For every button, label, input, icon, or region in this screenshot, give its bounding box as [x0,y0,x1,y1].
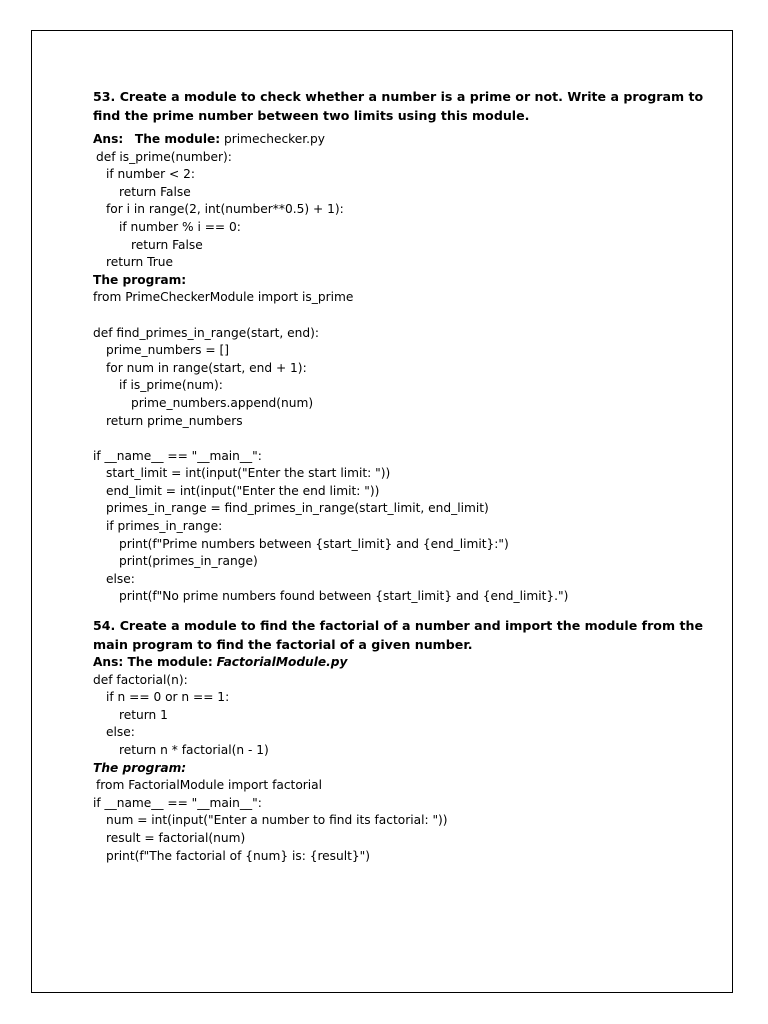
code-line: if __name__ == "__main__": [93,448,262,463]
code-line: return prime_numbers [106,413,243,428]
code-line: print(primes_in_range) [119,554,258,569]
answer-53-header [93,131,713,149]
code-line: print(f"No prime numbers found between {start_limit} and {end_limit}.") [119,589,569,604]
code-line: prime_numbers.append(num) [131,395,314,410]
code-line: if is_prime(num): [119,378,223,393]
ans-label: Ans: The module: [93,655,213,670]
code-line: primes_in_range = find_primes_in_range(start_limit, end_limit) [106,501,489,516]
document-body [93,87,713,865]
program-label-53: The program: [93,272,187,287]
code-line: print(f"Prime numbers between {start_limit} and {end_limit}:") [119,536,509,551]
module-name: primechecker.py [224,132,326,146]
code-line: else: [106,725,135,740]
code-line: return False [119,184,191,199]
question-53: 53. Create a module to check whether a number is a prime or not. Write a program to find the prime number between two limits using this module. [93,89,704,123]
code-line: end_limit = int(input("Enter the end limit: ")) [106,483,380,498]
code-line: def factorial(n): [93,672,188,687]
question-54: 54. Create a module to find the factorial of a number and import the module from the main program to find the factorial of a given number. [93,618,703,653]
code-line: result = factorial(num) [106,830,246,845]
code-line: start_limit = int(input("Enter the start limit: ")) [106,466,391,481]
code-line: else: [106,571,135,586]
code-line: for i in range(2, int(number**0.5) + 1): [106,202,344,217]
code-line: if number < 2: [106,167,195,182]
answer-54-header [93,654,713,672]
code-line: def find_primes_in_range(start, end): [93,325,319,340]
code-line: return n * factorial(n - 1) [119,743,269,757]
code-line: if number % i == 0: [119,219,241,234]
code-line: for num in range(start, end + 1): [106,360,307,375]
code-line: num = int(input("Enter a number to find its factorial: ")) [106,813,448,828]
module-name: FactorialModule.py [216,655,348,670]
module-label: The module: [134,132,221,146]
code-line: from PrimeCheckerModule import is_prime [93,290,354,305]
code-line: return 1 [119,707,168,722]
code-line: prime_numbers = [] [106,343,229,358]
code-line: return True [106,255,174,270]
code-line: if primes_in_range: [106,519,223,534]
code-line: if n == 0 or n == 1: [106,690,230,705]
program-label-54: The program: [93,760,187,775]
code-line: if __name__ == "__main__": [93,795,262,810]
code-line: print(f"The factorial of {num} is: {result}") [106,848,371,863]
code-line: from FactorialModule import factorial [96,778,323,793]
code-line: def is_prime(number): [96,149,232,164]
code-line: return False [131,237,203,252]
ans-label: Ans: [93,132,124,146]
